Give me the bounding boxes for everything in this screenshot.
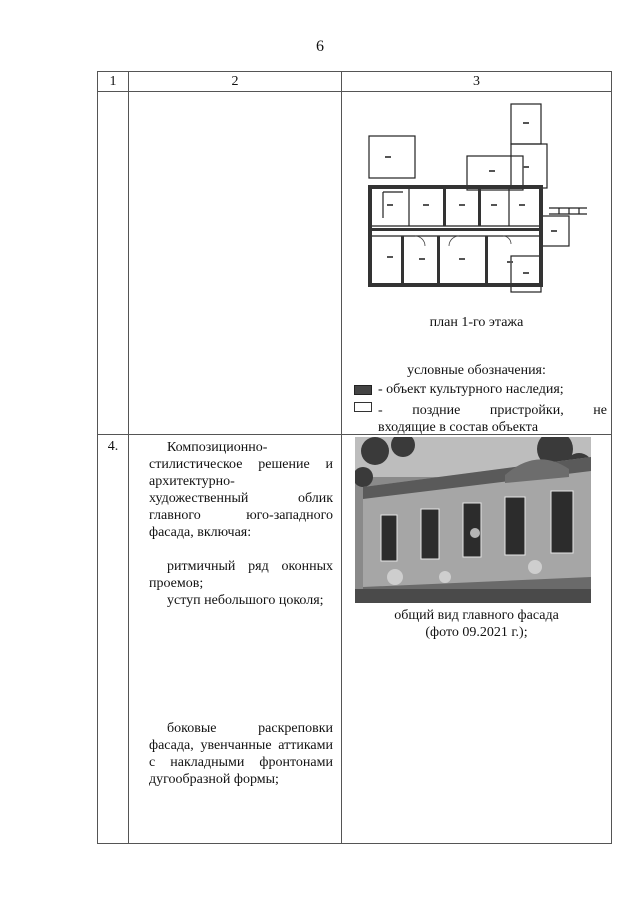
legend-item-additions-label: - поздние пристройки, не <box>378 403 607 418</box>
facade-projections-text: боковые раскреповки фасада, увенчанные аттиками с накладными фронтонами дугообразной формы; <box>149 721 333 787</box>
facade-row-number: 4. <box>98 435 129 844</box>
facade-row-illustration <box>342 435 612 844</box>
monument-table <box>97 71 612 844</box>
facade-photo <box>355 437 591 603</box>
legend-item-heritage <box>354 381 607 398</box>
plan-row-illustration <box>342 92 612 435</box>
page-number: 6 <box>316 38 324 55</box>
header-col-3: 3 <box>342 72 612 92</box>
header-row <box>98 72 612 92</box>
photo-caption-line-2: (фото 09.2021 г.); <box>425 625 528 640</box>
facade-windows-text: ритмичный ряд оконных проемов; <box>149 559 333 591</box>
header-col-1: 1 <box>98 72 129 92</box>
header-col-2: 2 <box>129 72 342 92</box>
plan-caption: план 1-го этажа <box>429 315 524 330</box>
plan-row-description <box>129 92 342 435</box>
legend-item-heritage-label: - объект культурного наследия; <box>378 382 564 397</box>
legend-item-additions <box>354 402 607 419</box>
photo-caption-line-1: общий вид главного фасада <box>394 608 559 623</box>
facade-plinth-text: уступ небольшого цоколя; <box>167 593 324 608</box>
legend-item-additions-continued: входящие в состав объекта <box>378 420 539 435</box>
legend-light-swatch-icon <box>354 402 372 412</box>
plan-row <box>98 92 612 435</box>
facade-row <box>98 435 612 844</box>
legend-title: условные обозначения: <box>407 363 546 378</box>
facade-main-text: Композиционно-стилистическое решение и архитектурно-художественный облик главного юго-западного фасада, включая: <box>149 440 333 540</box>
photo-caption <box>342 607 611 641</box>
facade-photo-svg <box>355 437 591 603</box>
legend-dark-swatch-icon <box>354 385 372 395</box>
plan-row-number <box>98 92 129 435</box>
facade-row-description <box>129 435 342 844</box>
floor-plan-svg <box>363 96 591 298</box>
floor-plan-drawing <box>363 96 591 298</box>
